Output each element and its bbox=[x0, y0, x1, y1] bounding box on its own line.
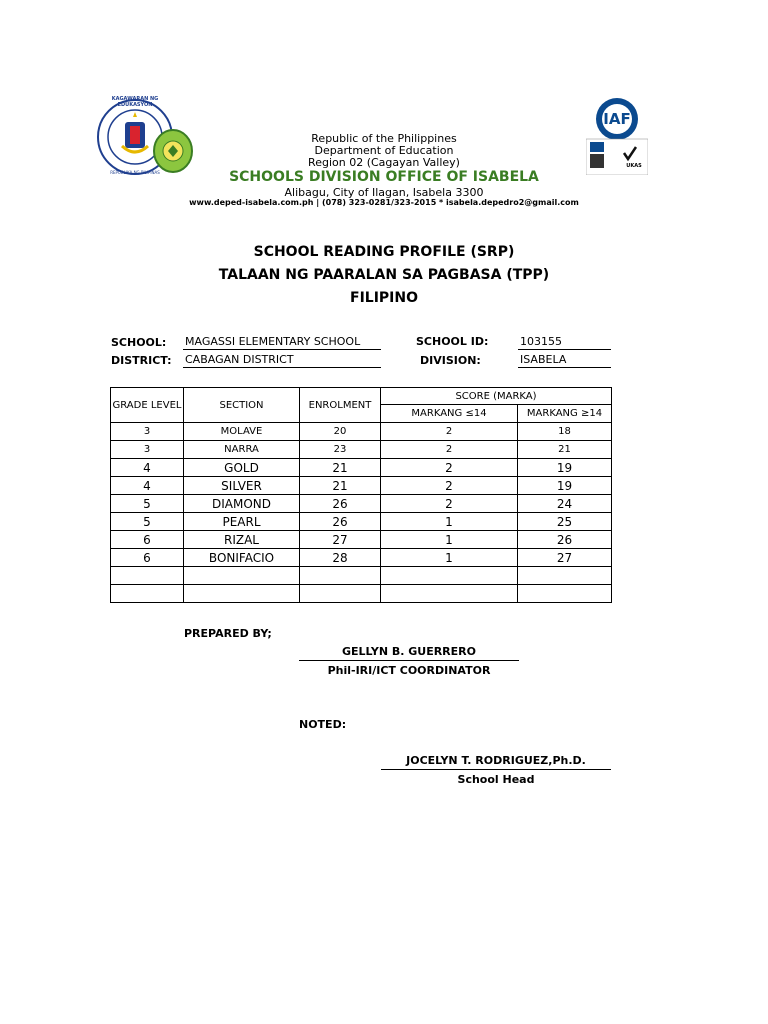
markang-low-cell: 2 bbox=[381, 477, 518, 495]
header-grade-level: GRADE LEVEL bbox=[111, 388, 184, 423]
header-markang-high: MARKANG ≥14 bbox=[518, 405, 612, 423]
section-cell: RIZAL bbox=[184, 531, 300, 549]
grade-cell: 5 bbox=[111, 495, 184, 513]
header-department: Department of Education bbox=[314, 144, 454, 157]
section-cell: BONIFACIO bbox=[184, 549, 300, 567]
section-cell: GOLD bbox=[184, 459, 300, 477]
grade-cell: 6 bbox=[111, 549, 184, 567]
table-row bbox=[111, 495, 612, 513]
section-cell: MOLAVE bbox=[184, 423, 300, 441]
markang-low-cell: 2 bbox=[381, 495, 518, 513]
grade-cell bbox=[111, 567, 184, 585]
table-row bbox=[111, 477, 612, 495]
markang-high-cell bbox=[518, 567, 612, 585]
district-label: DISTRICT: bbox=[111, 354, 172, 367]
enrolment-cell: 23 bbox=[300, 441, 381, 459]
iaf-logo-text: IAF bbox=[603, 110, 631, 128]
header-score: SCORE (MARKA) bbox=[381, 388, 612, 405]
markang-high-cell: 18 bbox=[518, 423, 612, 441]
section-cell: PEARL bbox=[184, 513, 300, 531]
deped-seal-text-top: KAGAWARAN NG EDUKASYON bbox=[111, 96, 159, 108]
title-tpp: TALAAN NG PAARALAN SA PAGBASA (TPP) bbox=[218, 267, 550, 283]
prepared-by-role: Phil-IRI/ICT COORDINATOR bbox=[327, 664, 491, 677]
markang-low-cell: 2 bbox=[381, 423, 518, 441]
markang-low-cell: 1 bbox=[381, 549, 518, 567]
section-cell: DIAMOND bbox=[184, 495, 300, 513]
table-row bbox=[111, 585, 612, 603]
markang-high-cell: 24 bbox=[518, 495, 612, 513]
enrolment-cell bbox=[300, 585, 381, 603]
header-address: Alibagu, City of Ilagan, Isabela 3300 bbox=[284, 186, 484, 199]
enrolment-cell: 28 bbox=[300, 549, 381, 567]
enrolment-cell: 20 bbox=[300, 423, 381, 441]
table-row bbox=[111, 423, 612, 441]
grade-cell: 3 bbox=[111, 441, 184, 459]
markang-high-cell: 19 bbox=[518, 477, 612, 495]
markang-high-cell: 25 bbox=[518, 513, 612, 531]
reading-profile-table bbox=[110, 387, 612, 603]
school-id-value: 103155 bbox=[518, 335, 611, 350]
deped-seal-text-bottom: REPUBLIKA NG PILIPINAS bbox=[110, 170, 160, 175]
enrolment-cell: 26 bbox=[300, 495, 381, 513]
header-republic: Republic of the Philippines bbox=[311, 132, 457, 145]
grade-cell: 3 bbox=[111, 423, 184, 441]
header-enrolment: ENROLMENT bbox=[300, 388, 381, 423]
grade-cell: 6 bbox=[111, 531, 184, 549]
header-contact: www.deped-isabela.com.ph | (078) 323-0281/323-2015 * isabela.depedro2@gmail.com bbox=[189, 198, 579, 207]
section-cell: NARRA bbox=[184, 441, 300, 459]
markang-high-cell: 27 bbox=[518, 549, 612, 567]
markang-high-cell bbox=[518, 585, 612, 603]
header-office-name: SCHOOLS DIVISION OFFICE OF ISABELA bbox=[229, 169, 539, 185]
markang-high-cell: 26 bbox=[518, 531, 612, 549]
school-label: SCHOOL: bbox=[111, 336, 167, 349]
markang-high-cell: 21 bbox=[518, 441, 612, 459]
division-value: ISABELA bbox=[518, 353, 611, 368]
noted-name: JOCELYN T. RODRIGUEZ,Ph.D. bbox=[406, 754, 586, 767]
section-cell bbox=[184, 585, 300, 603]
prepared-signature-line bbox=[299, 660, 519, 661]
noted-role: School Head bbox=[457, 773, 535, 786]
header-markang-low: MARKANG ≤14 bbox=[381, 405, 518, 423]
ukas-badge-text: UKAS bbox=[626, 163, 642, 169]
table-row bbox=[111, 513, 612, 531]
grade-cell: 4 bbox=[111, 477, 184, 495]
enrolment-cell: 21 bbox=[300, 477, 381, 495]
enrolment-cell bbox=[300, 567, 381, 585]
enrolment-cell: 26 bbox=[300, 513, 381, 531]
table-row bbox=[111, 441, 612, 459]
district-value: CABAGAN DISTRICT bbox=[183, 353, 381, 368]
school-value: MAGASSI ELEMENTARY SCHOOL bbox=[183, 335, 381, 350]
section-cell bbox=[184, 567, 300, 585]
markang-low-cell bbox=[381, 585, 518, 603]
section-cell: SILVER bbox=[184, 477, 300, 495]
title-srp: SCHOOL READING PROFILE (SRP) bbox=[253, 244, 515, 260]
table-row bbox=[111, 567, 612, 585]
markang-low-cell: 2 bbox=[381, 459, 518, 477]
grade-cell: 4 bbox=[111, 459, 184, 477]
division-label: DIVISION: bbox=[420, 354, 481, 367]
markang-low-cell: 1 bbox=[381, 513, 518, 531]
grade-cell: 5 bbox=[111, 513, 184, 531]
enrolment-cell: 27 bbox=[300, 531, 381, 549]
table-row bbox=[111, 531, 612, 549]
markang-low-cell: 2 bbox=[381, 441, 518, 459]
header-region: Region 02 (Cagayan Valley) bbox=[308, 156, 460, 169]
prepared-by-label: PREPARED BY; bbox=[184, 627, 272, 640]
table-row bbox=[111, 549, 612, 567]
markang-low-cell bbox=[381, 567, 518, 585]
header-section: SECTION bbox=[184, 388, 300, 423]
markang-low-cell: 1 bbox=[381, 531, 518, 549]
noted-signature-line bbox=[381, 769, 611, 770]
grade-cell bbox=[111, 585, 184, 603]
noted-label: NOTED: bbox=[299, 718, 347, 731]
title-filipino: FILIPINO bbox=[350, 290, 418, 306]
enrolment-cell: 21 bbox=[300, 459, 381, 477]
table-row bbox=[111, 459, 612, 477]
school-id-label: SCHOOL ID: bbox=[416, 335, 489, 348]
prepared-by-name: GELLYN B. GUERRERO bbox=[342, 645, 476, 658]
markang-high-cell: 19 bbox=[518, 459, 612, 477]
